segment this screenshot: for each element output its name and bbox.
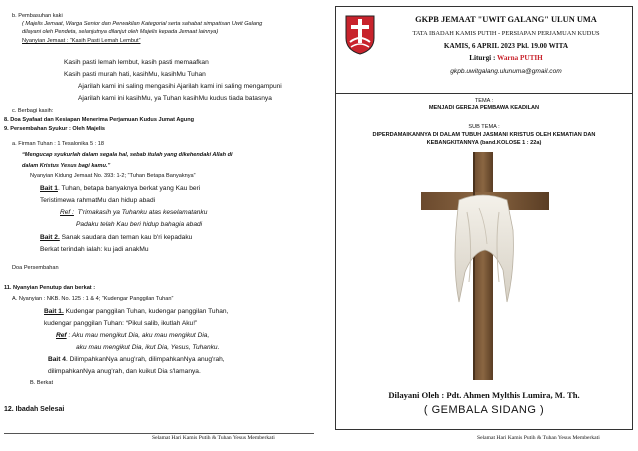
kj-song-line: Nyanyian Kidung Jemaat No. 393: 1-2; “Tuhan Betapa Banyaknya” — [30, 173, 196, 179]
item-9a: a. Firman Tuhan : 1 Tesalonika 5 : 18 — [12, 141, 104, 147]
cross-illustration — [415, 152, 555, 380]
church-name: GKPB JEMAAT "UWIT GALANG" ULUN UMA — [415, 15, 597, 24]
item-b-note-1: ( Majelis Jemaat, Warga Senior dan Perwakilan Kategorial serta sahabat simpatisan Uwit Galang — [22, 21, 263, 27]
footer-text: Selamat Hari Kamis Putih & Tuhan Yesus Memberkati — [152, 435, 275, 441]
ref-label: Ref : — [60, 209, 74, 216]
nkb-bait-1-label: Bait 1. — [44, 308, 64, 315]
berkat: B. Berkat — [30, 380, 54, 386]
bait-1-label: Bait 1 — [40, 185, 58, 192]
liturgy-line — [381, 54, 631, 63]
ref-line-2: Padaku telah Kau beri hidup bahagia abadi — [76, 221, 203, 228]
service-order-title: TATA IBADAH KAMIS PUTIH - PERSIAPAN PERJAMUAN KUDUS — [412, 30, 600, 37]
subtheme-line-1: DIPERDAMAIKANNYA DI DALAM TUBUH JASMANI KRISTUS OLEH KEMATIAN DAN — [372, 132, 596, 138]
church-logo — [343, 12, 377, 56]
item-c-label: c. Berbagi kasih: — [12, 108, 54, 114]
item-b-song: Nyanyian Jemaat : “Kasih Pasti Lemah Lembut” — [22, 38, 141, 44]
nkb-ref-line-2: aku mau mengikut Dia, ikut Dia, Yesus, Tuhanku. — [76, 344, 220, 351]
nkb-bait-4-text: . DilimpahkanNya anug'rah, dilimpahkanNya anug'rah, — [65, 356, 225, 363]
footer-divider — [4, 433, 314, 434]
theme-text: MENJADI GEREJA PEMBAWA KEADILAN — [428, 105, 540, 111]
lyric-line: Kasih pasti murah hati, kasihMu, kasihMu Tuhan — [64, 71, 206, 78]
subtheme-label: SUB TEMA : — [468, 124, 500, 130]
verse-line: dalam Kristus Yesus bagi kamu.” — [22, 163, 111, 169]
liturgy-color: Warna PUTIH — [497, 54, 543, 62]
right-page — [319, 0, 638, 451]
doa-persembahan: Doa Persembahan — [12, 265, 59, 271]
footer-text: Selamat Hari Kamis Putih & Tuhan Yesus Memberkati — [477, 435, 600, 441]
church-email: gkpb.uwitgalang.ulunuma@gmail.com — [450, 68, 562, 75]
item-b-note-2: dilayani oleh Pendeta, selanjutnya dilanjut oleh Majelis kepada Jemaat lainnya) — [22, 29, 219, 35]
pastor-title: ( GEMBALA SIDANG ) — [423, 404, 545, 416]
bait-2-line-2: Berkat terindah ialah: ku jadi anakMu — [40, 246, 149, 253]
nkb-ref-label: Ref — [56, 332, 67, 339]
bait-2-label: Bait 2. — [40, 234, 60, 241]
item-b-label: b. Pembasuhan kaki — [12, 13, 63, 19]
liturgy-label: Liturgi : — [469, 54, 498, 62]
nkb-bait-4-label: Bait 4 — [48, 356, 66, 363]
served-by: Dilayani Oleh : Pdt. Ahmen Mylthis Lumira, M. Th. — [388, 390, 580, 400]
nkb-bait-4-line — [48, 355, 225, 364]
bait-2-text: Sanak saudara dan teman kau b'ri kepadaku — [59, 234, 193, 241]
item-8: 8. Doa Syafaat dan Kesiapan Menerima Perjamuan Kudus Jumat Agung — [4, 117, 195, 123]
lyric-line: Ajarilah kami ini saling mengasihi Ajarilah kami ini saling mengampuni — [78, 83, 282, 90]
nkb-ref-text: : Aku mau mengikut Dia, aku mau mengikut Dia, — [66, 332, 210, 339]
ref-line — [60, 208, 207, 217]
nkb-bait-1-text: Kudengar panggilan Tuhan, kudengar panggilan Tuhan, — [63, 308, 229, 315]
bait-2-line — [40, 233, 192, 242]
nkb-bait-1-line-2: kudengar panggilan Tuhan: “Pikul salib, ikutlah Aku!” — [44, 320, 198, 327]
theme-label: TEMA : — [474, 98, 494, 104]
nkb-bait-1-line — [44, 307, 228, 316]
cover-divider — [335, 93, 633, 94]
item-12: 12. Ibadah Selesai — [4, 406, 65, 413]
bait-1-line — [40, 184, 200, 193]
item-11: 11. Nyanyian Penutup dan berkat : — [4, 285, 96, 291]
nkb-song-line: A. Nyanyian : NKB. No. 125 : 1 & 4; “Kudengar Panggilan Tuhan” — [12, 296, 174, 302]
bait-1-text: . Tuhan, betapa banyaknya berkat yang Kau beri — [57, 185, 201, 192]
service-date: KAMIS, 6 APRIL 2023 Pkl. 19.00 WITA — [443, 42, 569, 50]
verse-line: “Mengucap syukurlah dalam segala hal, sebab itulah yang dikehendaki Allah di — [22, 152, 233, 158]
subtheme-line-2: KEBANGKITANNYA (band.KOLOSE 1 : 22a) — [426, 140, 542, 146]
ref-text: T'rimakasih ya Tuhanku atas keselamatanku — [77, 209, 208, 216]
nkb-bait-4-line-2: dilimpahkanNya anug'rah, dan kuikut Dia s'lamanya. — [48, 368, 201, 375]
item-9: 9. Persembahan Syukur : Oleh Majelis — [4, 126, 106, 132]
bait-1-line-2: Teristimewa rahmatMu dan hidup abadi — [40, 197, 156, 204]
nkb-ref-line — [56, 331, 209, 340]
lyric-line: Ajarilah kami ini kasihMu, ya Tuhan kasihMu kudus tiada batasnya — [78, 95, 272, 102]
lyric-line: Kasih pasti lemah lembut, kasih pasti memaafkan — [64, 59, 209, 66]
